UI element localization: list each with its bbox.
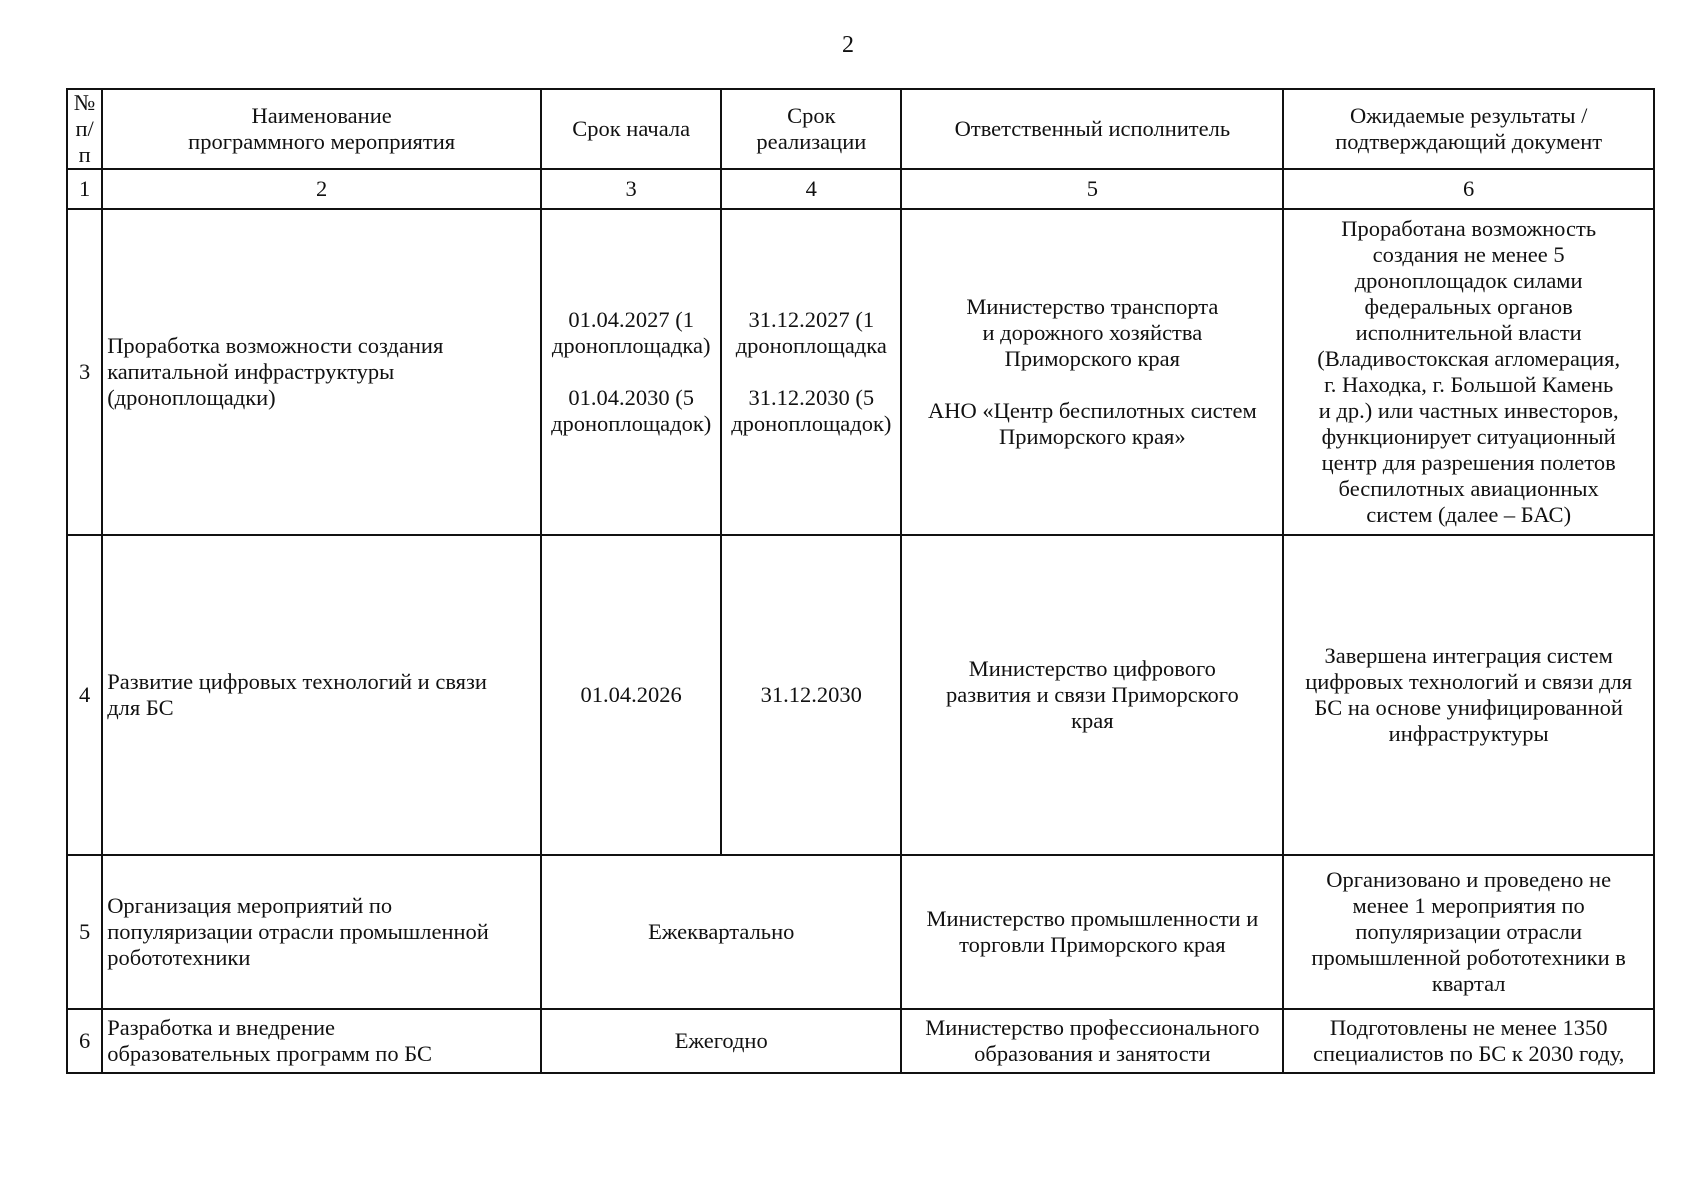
expected-results: Проработана возможность создания не менее 5 дроноплощадок силами федеральных органов исполнительной власти (Владивостокская агломерация, г. Находка, г. Большой Камень и др.) или частных инвесторов, функционирует ситуационный центр для разрешения полетов беспилотных авиационных систем (далее – БАС) (1283, 209, 1654, 535)
header-start-date: Срок начала (541, 89, 721, 169)
period: Ежеквартально (541, 855, 901, 1009)
table-row (67, 535, 1654, 855)
column-index: 6 (1283, 169, 1654, 209)
row-number: 5 (67, 855, 102, 1009)
end-date-cell (721, 209, 901, 535)
header-results: Ожидаемые результаты / подтверждающий документ (1283, 89, 1654, 169)
end-date: 31.12.2027 (1 дроноплощадка (735, 307, 887, 358)
column-index: 5 (901, 169, 1283, 209)
table-header-row (67, 89, 1654, 169)
period: Ежегодно (541, 1009, 901, 1073)
start-date: 01.04.2027 (1 дроноплощадка) (551, 307, 711, 358)
end-date: 31.12.2030 (721, 535, 901, 855)
header-number: № п/п (67, 89, 102, 169)
expected-results: Завершена интеграция систем цифровых технологий и связи для БС на основе унифицированной инфраструктуры (1283, 535, 1654, 855)
responsible-executor: Министерство цифрового развития и связи Приморского края (901, 535, 1283, 855)
expected-results: Организовано и проведено не менее 1 мероприятия по популяризации отрасли промышленной робототехники в квартал (1283, 855, 1654, 1009)
row-number: 6 (67, 1009, 102, 1073)
header-responsible: Ответственный исполнитель (901, 89, 1283, 169)
row-number: 3 (67, 209, 102, 535)
responsible-executor: Министерство транспорта и дорожного хозяйства Приморского края (966, 294, 1219, 371)
start-date: 01.04.2026 (541, 535, 721, 855)
column-index: 1 (67, 169, 102, 209)
column-index: 2 (102, 169, 541, 209)
header-event-name: Наименование программного мероприятия (102, 89, 541, 169)
program-events-table (66, 88, 1655, 1074)
event-name: Разработка и внедрение образовательных программ по БС (102, 1009, 541, 1073)
table-row (67, 209, 1654, 535)
column-index-row (67, 169, 1654, 209)
table-row (67, 1009, 1654, 1073)
table-row (67, 855, 1654, 1009)
responsible-cell (901, 209, 1283, 535)
column-index: 4 (721, 169, 901, 209)
expected-results: Подготовлены не менее 1350 специалистов по БС к 2030 году, (1283, 1009, 1654, 1073)
event-name: Организация мероприятий по популяризации отрасли промышленной робототехники (102, 855, 541, 1009)
responsible-executor: Министерство промышленности и торговли Приморского края (901, 855, 1283, 1009)
end-date: 31.12.2030 (5 дроноплощадок) (731, 385, 892, 436)
row-number: 4 (67, 535, 102, 855)
event-name: Проработка возможности создания капитальной инфраструктуры (дроноплощадки) (102, 209, 541, 535)
column-index: 3 (541, 169, 721, 209)
header-end-date: Срок реализации (721, 89, 901, 169)
responsible-executor: Министерство профессионального образования и занятости (901, 1009, 1283, 1073)
start-date-cell (541, 209, 721, 535)
responsible-executor: АНО «Центр беспилотных систем Приморского края» (927, 398, 1257, 449)
start-date: 01.04.2030 (5 дроноплощадок) (551, 385, 712, 436)
event-name: Развитие цифровых технологий и связи для БС (102, 535, 541, 855)
page-number: 2 (842, 32, 854, 58)
